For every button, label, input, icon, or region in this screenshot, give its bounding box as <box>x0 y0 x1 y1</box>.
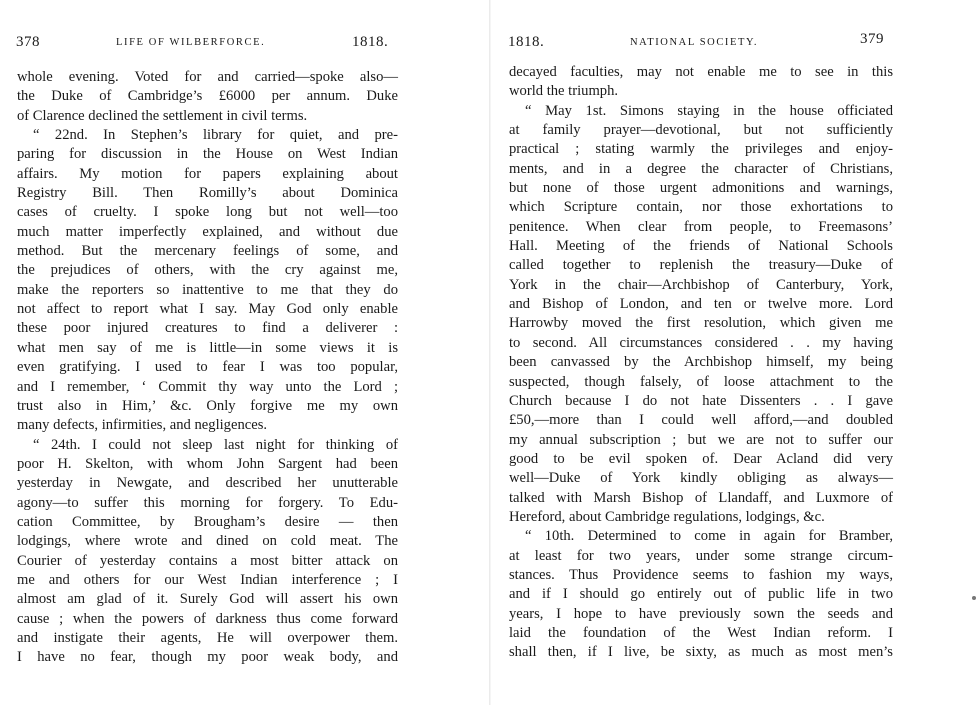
text-line: me and others for our West Indian interference ; I <box>17 571 398 588</box>
text-line: shall then, if I live, be sixty, as much as most men’s <box>509 644 893 661</box>
right-page <box>490 0 980 705</box>
text-line: Church because I do not hate Dissenters . . I gave <box>509 392 893 409</box>
text-line: Courier of yesterday contains a most bitter attack on <box>17 552 398 569</box>
text-line: Hereford, about Cambridge regulations, lodgings, &c. <box>509 508 825 525</box>
text-line: the Duke of Cambridge’s £6000 per annum. Duke <box>17 88 398 105</box>
text-line: but none of those urgent admonitions and warnings, <box>509 180 893 197</box>
text-line: yesterday in Newgate, and described her unutterable <box>17 475 398 492</box>
text-line: many defects, infirmities, and negligences. <box>17 417 268 434</box>
text-line: and if I should go entirely out of public life in two <box>509 586 893 603</box>
text-line: called together to replenish the treasury—Duke of <box>509 257 893 274</box>
text-line: suspected, though falsely, of loose attachment to the <box>509 373 893 390</box>
text-line: York in the chair—Archbishop of Canterbury, York, <box>509 276 893 293</box>
text-line: “ 10th. Determined to come in again for Bramber, <box>525 528 893 545</box>
text-line: the prejudices of others, with the cry against me, <box>17 262 398 279</box>
text-line: “ May 1st. Simons staying in the house officiated <box>525 102 893 119</box>
text-line: lodgings, where wrote and dined on cold meat. The <box>17 533 398 550</box>
text-line: paring for discussion in the House on West Indian <box>17 146 398 163</box>
text-line: £50,—more than I could well afford,—and doubled <box>509 412 893 429</box>
header-year: 1818. <box>352 34 389 50</box>
scan-speck <box>972 596 976 600</box>
text-line: poor H. Skelton, with whom John Sargent had been <box>17 455 398 472</box>
text-line: Hall. Meeting of the friends of National Schools <box>509 238 893 255</box>
left-page-body <box>17 68 398 668</box>
right-page-header <box>508 31 893 52</box>
running-title: NATIONAL SOCIETY. <box>630 37 759 48</box>
text-line: agony—to suffer this morning for forgery. To Edu- <box>17 494 398 511</box>
text-line: even gratifying. I used to fear I was too popular, <box>17 359 398 376</box>
text-line: what men say of me is little—in some views it is <box>17 339 398 356</box>
text-line: practical ; stating warmly the privileges and enjoy- <box>509 141 893 158</box>
text-line: at family prayer—devotional, but not sufficiently <box>509 122 893 139</box>
header-year: 1818. <box>508 34 545 50</box>
text-line: to second. All circumstances considered . . my having <box>509 334 893 351</box>
text-line: my annual subscription ; but we are not to suffer our <box>509 431 893 448</box>
running-title: LIFE OF WILBERFORCE. <box>116 37 266 48</box>
text-line: cause ; when the powers of darkness thus come forward <box>17 610 398 627</box>
text-line: talked with Marsh Bishop of Llandaff, and Luxmore of <box>509 489 893 506</box>
text-line: world the triumph. <box>509 83 619 100</box>
text-line: at least for two years, under some strange circum- <box>509 547 893 564</box>
text-line: method. But the mercenary feelings of some, and <box>17 243 398 260</box>
text-line: I have no fear, though my poor weak body, and <box>17 649 398 666</box>
text-line: affairs. My motion for papers explaining about <box>17 165 398 182</box>
text-line: “ 22nd. In Stephen’s library for quiet, and pre- <box>33 127 398 144</box>
text-line: been canvassed by the Archbishop himself, my being <box>509 354 893 371</box>
text-line: and I remember, ‘ Commit thy way unto the Lord ; <box>17 378 398 395</box>
text-line: cation Committee, by Brougham’s desire — then <box>17 513 398 530</box>
text-line: not affect to report what I say. May God only enable <box>17 301 398 318</box>
right-page-body <box>509 63 893 663</box>
text-line: almost am glad of it. Surely God will assert his own <box>17 591 398 608</box>
text-line: trust also in Him,’ &c. Only forgive me my own <box>17 397 398 414</box>
text-line: laid the foundation of the West Indian reform. I <box>509 624 893 641</box>
text-line: much matter imperfectly explained, and without due <box>17 223 398 240</box>
text-line: whole evening. Voted for and carried—spoke also— <box>17 69 398 85</box>
text-line: make the reporters so inattentive to me that they do <box>17 281 398 298</box>
text-line: decayed faculties, may not enable me to see in this <box>509 64 893 80</box>
text-line: of Clarence declined the settlement in civil terms. <box>17 107 308 124</box>
text-line: penitence. When clear from people, to Freemasons’ <box>509 218 893 235</box>
text-line: these poor injured creatures to find a deliverer : <box>17 320 398 337</box>
text-line: years, I hope to have previously sown the seeds and <box>509 605 893 622</box>
page-number: 378 <box>16 34 40 50</box>
text-line: good to be evil spoken of. Dear Acland did very <box>509 450 893 467</box>
text-line: and Bishop of London, and ten or twelve more. Lord <box>509 296 893 313</box>
text-line: ments, and in a degree the character of Christians, <box>509 160 893 177</box>
text-line: Registry Bill. Then Romilly’s about Dominica <box>17 185 398 202</box>
text-line: and instigate their agents, He will overpower them. <box>17 629 398 646</box>
text-line: stances. Thus Providence seems to fashion my ways, <box>509 566 893 583</box>
text-line: well—Duke of York kindly obliging as always— <box>509 470 893 487</box>
text-line: cases of cruelty. I spoke long but not well—too <box>17 204 398 221</box>
page-number: 379 <box>860 31 884 47</box>
text-line: Harrowby moved the first resolution, which given me <box>509 315 893 332</box>
text-line: which Scripture contain, nor those exhortations to <box>509 199 893 216</box>
left-page-header <box>16 34 396 52</box>
text-line: “ 24th. I could not sleep last night for thinking of <box>33 436 398 453</box>
